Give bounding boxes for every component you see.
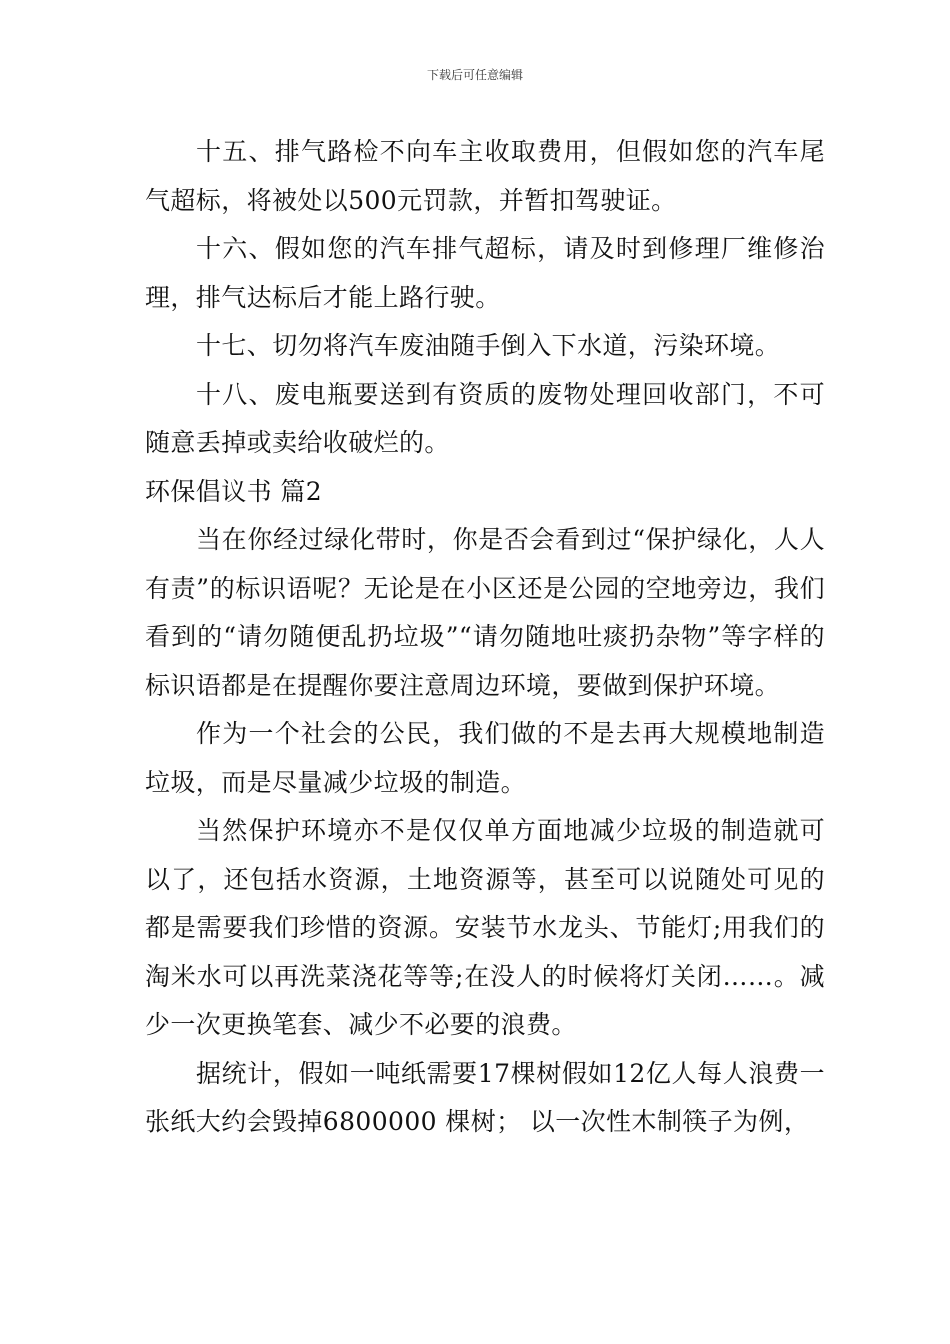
- paragraph-resources: 当然保护环境亦不是仅仅单方面地减少垃圾的制造就可以了，还包括水资源，土地资源等，甚至可以说随处可见的都是需要我们珍惜的资源。安装节水龙头、节能灯;用我们的淘米水可以再洗菜浇花等等;在没人的时候将灯关闭……。减少一次更换笔套、减少不必要的浪费。: [145, 816, 825, 1039]
- page-header-note: 下载后可任意编辑: [426, 68, 523, 82]
- paragraph-greenbelt: 当在你经过绿化带时，你是否会看到过“保护绿化，人人有责”的标识语呢？无论是在小区还是公园的空地旁边，我们看到的“请勿随便乱扔垃圾”“请勿随地吐痰扔杂物”等字样的标识语都是在提醒你要注意周边环境，要做到保护环境。: [145, 525, 825, 700]
- paragraph-statistics: 据统计，假如一吨纸需要17棵树假如12亿人每人浪费一张纸大约会毁掉6800000 棵树； 以一次性木制筷子为例，: [145, 1058, 825, 1136]
- paragraph-citizen: 作为一个社会的公民，我们做的不是去再大规模地制造垃圾，而是尽量减少垃圾的制造。: [145, 719, 825, 797]
- paragraph-16: 十六、假如您的汽车排气超标，请及时到修理厂维修治理，排气达标后才能上路行驶。: [145, 234, 825, 312]
- section-heading: 环保倡议书 篇2: [145, 476, 323, 506]
- paragraph-15: 十五、排气路检不向车主收取费用，但假如您的汽车尾气超标，将被处以500元罚款，并暂扣驾驶证。: [145, 137, 825, 215]
- document-body: [145, 128, 825, 1147]
- paragraph-18: 十八、废电瓶要送到有资质的废物处理回收部门，不可随意丢掉或卖给收破烂的。: [145, 379, 825, 457]
- paragraph-17: 十七、切勿将汽车废油随手倒入下水道，污染环境。: [196, 331, 781, 360]
